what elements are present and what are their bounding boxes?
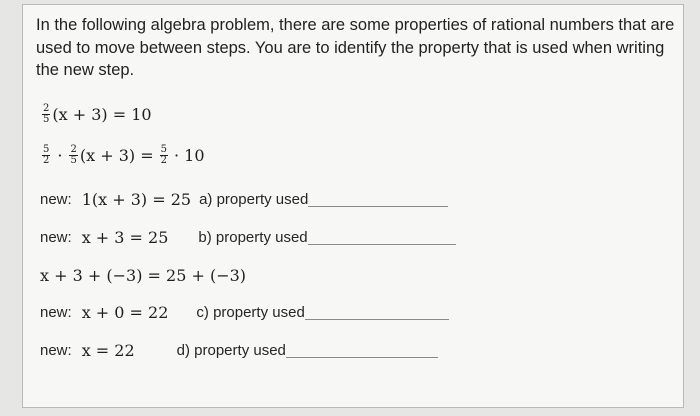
property-a-answer-blank[interactable] [308, 192, 448, 207]
multiply-dot: · [57, 146, 63, 165]
property-c-label: c) property used [196, 304, 305, 321]
equation-step-3-expression: x + 3 + (−3) = 25 + (−3) [40, 266, 247, 285]
fraction-two-fifths: $\frac{2}{5}$ [43, 103, 50, 125]
new-step-b [40, 228, 456, 247]
property-d-answer-blank[interactable] [286, 343, 438, 358]
equation-step-2 [40, 145, 205, 166]
fraction-five-halves: $\frac{5}{2}$ [160, 144, 167, 166]
new-label: new: [40, 342, 72, 359]
equation-step-1-expression: (x + 3) = 10 [52, 105, 152, 124]
equation-step-1 [40, 104, 152, 125]
new-label: new: [40, 191, 72, 208]
new-step-a-equation: 1(x + 3) = 25 [81, 190, 192, 209]
property-b-answer-blank[interactable] [308, 230, 456, 245]
new-step-c [40, 303, 449, 322]
new-step-c-equation: x + 0 = 22 [81, 303, 169, 322]
equation-step-2-end: · 10 [173, 146, 205, 165]
new-step-a [40, 190, 448, 209]
property-c-answer-blank[interactable] [305, 305, 449, 320]
new-label: new: [40, 229, 72, 246]
property-b-label: b) property used [198, 229, 308, 246]
fraction-five-halves: $\frac{5}{2}$ [43, 144, 50, 166]
property-a-label: a) property used [199, 191, 309, 208]
new-step-b-equation: x + 3 = 25 [81, 228, 169, 247]
new-step-d [40, 341, 438, 360]
new-step-d-equation: x = 22 [81, 341, 135, 360]
question-prompt: In the following algebra problem, there are some properties of rational numbers that are used to move between steps. You are to identify the property that is used when writing the new step. [36, 16, 675, 79]
fraction-two-fifths: $\frac{2}{5}$ [70, 144, 77, 166]
new-label: new: [40, 304, 72, 321]
property-d-label: d) property used [176, 342, 286, 359]
equation-step-2-middle: (x + 3) = [79, 146, 154, 165]
equation-step-3 [40, 266, 246, 285]
